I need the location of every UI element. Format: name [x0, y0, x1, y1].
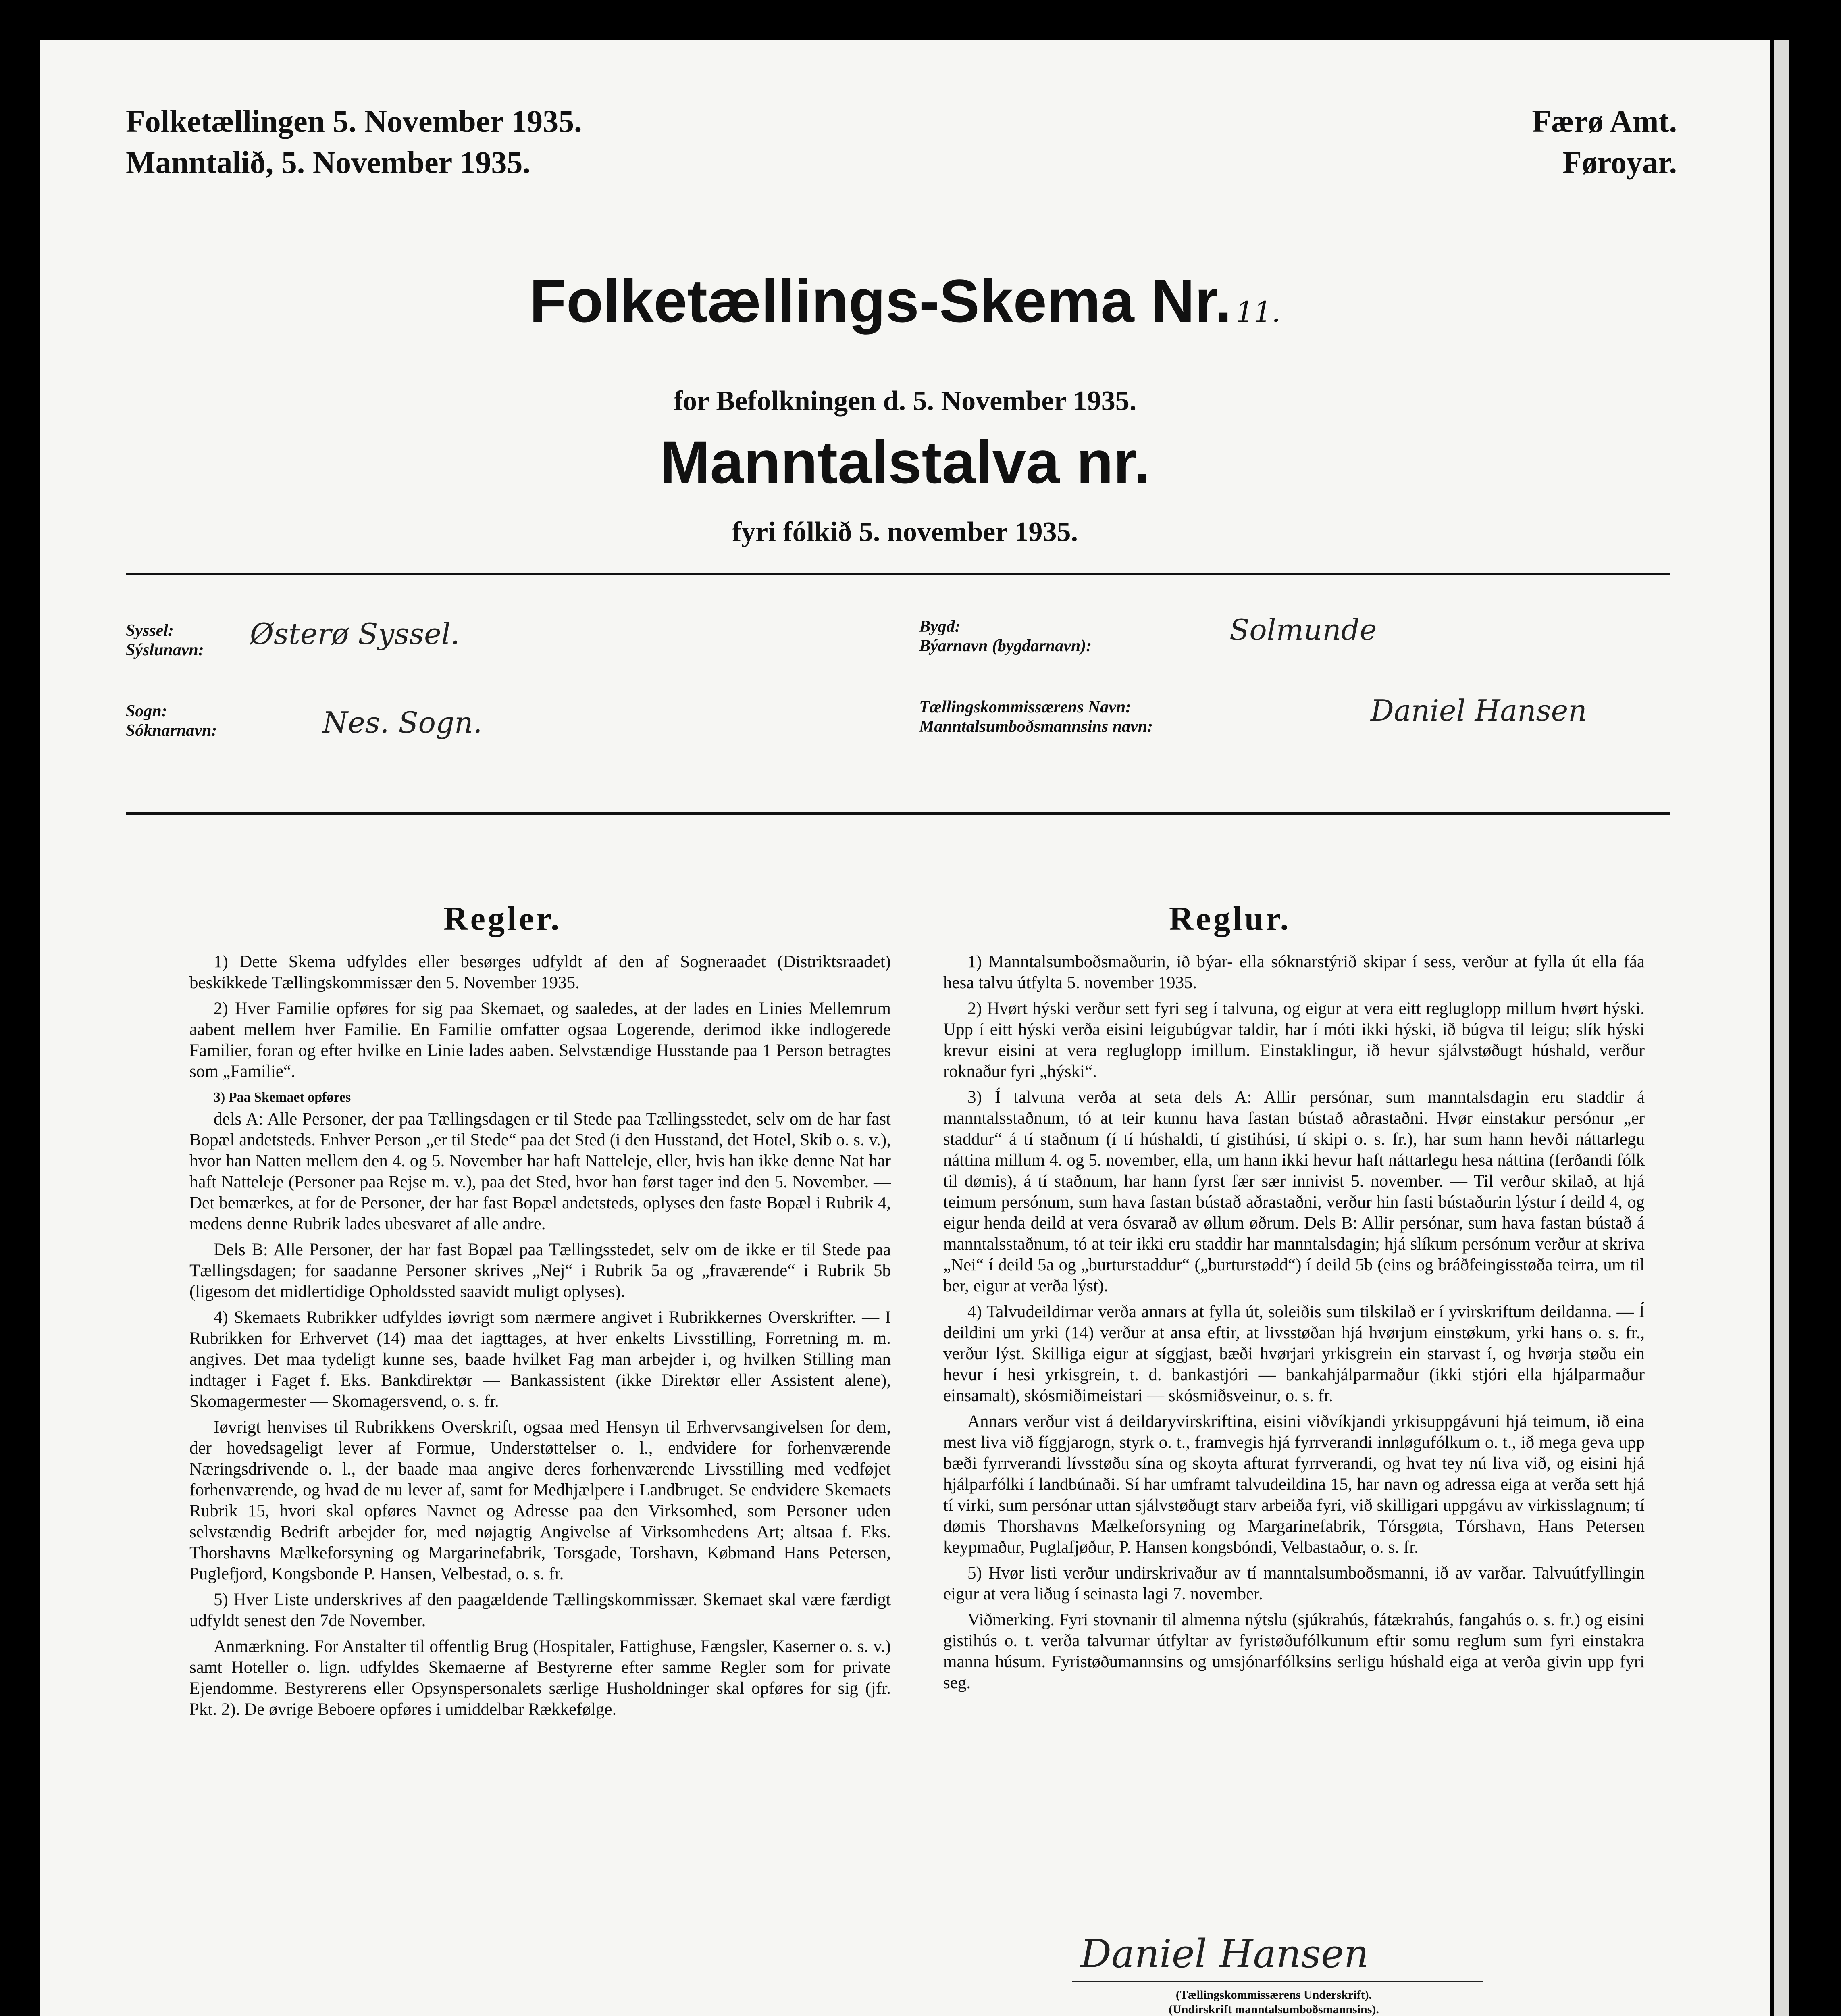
- header-census-date-fo: Manntalið, 5. November 1935.: [126, 145, 530, 180]
- header-county-fo: Føroyar.: [1562, 145, 1677, 180]
- regler-paragraph: 1) Dette Skema udfyldes eller besørges udfyldt af den af Sogneraadet (Distriktsraadet) beskikkede Tællingskommissær den 5. November 1935.: [189, 952, 891, 992]
- regler-paragraph: 4) Skemaets Rubrikker udfyldes iøvrigt som nærmere angivet i Rubrikkernes Overskrifter. — I Rubrikken for Erhvervet (14) maa det iagttages, at hver enkelts Livsstilling, Forretning m. m. angives. Det maa tydeligt kunne ses, baade hvilket Fag man arbejder i, og hvilken Stilling man indtager i Faget f. Eks. Bankdirektør — Bankassistent (ikke Direktør eller Assistent alene), Skomagermester — Skomagersvend, o. s. fr.: [189, 1308, 891, 1411]
- form-subtitle-fo: fyri fólkið 5. november 1935.: [732, 516, 1078, 548]
- regler-heading: Regler.: [443, 900, 562, 937]
- regler-paragraph: dels A: Alle Personer, der paa Tællingsdagen er til Stede paa Tællingsstedet, selv om de har fast Bopæl andetsteds. Enhver Person „er til Stede“ paa det Sted (i den Husstand, det Hotel, Skib o. s. v.), hvor han Natten mellem den 4. og 5. November har haft Natteleje, eller, hvis han ikke denne Nat har haft Natteleje (Personer paa Rejse m. v.), paa det Sted, hvor han først tager ind den 5. November. — Det bemærkes, at for de Personer, der har fast Bopæl andetsteds, oplyses den faste Bopæl i Rubrik 4, medens denne Rubrik lades ubesvaret af alle andre.: [189, 1110, 891, 1233]
- regler-paragraph: Anmærkning. For Anstalter til offentlig Brug (Hospitaler, Fattighuse, Fængsler, Kaserner o. s. v.) samt Hoteller o. lign. udfyldes Skemaerne af Bestyrerne efter samme Regler som for private Ejendomme. Bestyrerens eller Opsynspersonalets særlige Husholdninger skal opføres for sig (jfr. Pkt. 2). De øvrige Beboere opføres i umiddelbar Rækkefølge.: [189, 1637, 891, 1719]
- reglur-paragraph: 2) Hvørt hýski verður sett fyri seg í talvuna, og eigur at vera eitt regluglopp millum hvørt hýski. Upp í eitt hýski verða eisini leigubúgvar taldir, har í móti ikki hýski, ið búgva til leigu; slík hýski krevur eisini at vera regluglopp imillum. Einstaklingur, ið hevur sjálvstøðugt húshald, verður roknaður fyri „hýski“.: [943, 999, 1645, 1081]
- bygd-label: Bygd: Býarnavn (bygdarnavn):: [919, 617, 1092, 655]
- kommissaer-label: Tællingskommissærens Navn: Manntalsumboðsmannsins navn:: [919, 698, 1153, 736]
- reglur-column: [943, 952, 1645, 1698]
- form-subtitle: for Befolkningen d. 5. November 1935.: [673, 385, 1137, 417]
- signature-handwritten: Daniel Hansen: [1080, 1931, 1369, 1976]
- regler-paragraph: 3) Paa Skemaet opføres: [214, 1090, 351, 1105]
- reglur-paragraph: 1) Manntalsumboðsmaðurin, ið býar- ella sóknarstýrið skipar í sess, verður at fylla út ella fáa hesa talvu útfylta 5. november 1935.: [943, 952, 1645, 992]
- divider-bottom: [126, 812, 1670, 815]
- header-right: [1532, 101, 1677, 183]
- signature-caption: (Tællingskommissærens Underskrift). (Undirskrift manntalsumboðsmannsins).: [1169, 1988, 1379, 2016]
- regler-paragraph: 5) Hver Liste underskrives af den paagældende Tællingskommissær. Skemaet skal være færdigt udfyldt senest den 7de November.: [189, 1590, 891, 1630]
- sogn-label: Sogn: Sóknarnavn:: [126, 702, 217, 740]
- bygd-value: Solmunde: [1229, 613, 1377, 647]
- form-title-fo: Manntalstalva nr.: [659, 428, 1150, 496]
- signature-line: [1072, 1981, 1483, 1982]
- kommissaer-value: Daniel Hansen: [1371, 694, 1587, 727]
- regler-paragraph: 2) Hver Familie opføres for sig paa Skemaet, og saaledes, at der lades en Linies Mellemrum aabent mellem hver Familie. En Familie omfatter ogsaa Logerende, derimod ikke indlogerede Familier, foran og efter hvilke en Linie lades aaben. Selvstændige Husstande paa 1 Person betragtes som „Familie“.: [189, 999, 891, 1081]
- reglur-paragraph: 4) Talvudeildirnar verða annars at fylla út, soleiðis sum tilskilað er í yvirskriftum deildanna. — Í deildini um yrki (14) verður at ansa eftir, at livsstøðan hjá hvørjum einstøkum, yrki hans o. s. fr., verður lýst. Skilliga eigur at síggjast, bæði hvørjari yrkisgrein ein starvast í, og hvørja støðu ein hevur í hesi yrkisgrein, t. d. bankastjóri — bankahjálparmaður (ikki stjóri ella hjálparmaður einsamalt), skósmiðimeistari — skósmiðsveinur, o. s. fr.: [943, 1302, 1645, 1405]
- divider-top: [126, 573, 1670, 575]
- header-county-da: Færø Amt.: [1532, 104, 1677, 139]
- syssel-label: Syssel: Sýslunavn:: [126, 621, 204, 659]
- regler-column: [189, 952, 891, 1725]
- form-title-text: Folketællings-Skema Nr.: [529, 267, 1232, 335]
- sogn-value: Nes. Sogn.: [322, 706, 483, 739]
- form-title: [40, 266, 1770, 336]
- header-left: [126, 101, 582, 183]
- reglur-paragraph: 5) Hvør listi verður undirskrivaður av tí manntalsumboðsmanni, ið av varðar. Talvuútfyllingin eigur at vera liðug í seinasta lagi 7. november.: [943, 1564, 1645, 1604]
- scan-edge-strip: [1774, 40, 1789, 2016]
- census-form-sheet: [40, 40, 1770, 2016]
- regler-paragraph: Iøvrigt henvises til Rubrikkens Overskrift, ogsaa med Hensyn til Erhvervsangivelsen for dem, der hovedsageligt lever af Formue, Understøttelser o. l., endvidere for forhenværende Næringsdrivende o. l., der baade maa angive deres forhenværende Livsstilling med vedføjet forhenværende, og hvad de nu lever af, samt for Medhjælpere i Landbruget. Se endvidere Skemaets Rubrik 15, hvori skal opføres Navnet og Adresse paa den Virksomhed, som Personer uden selvstændig Bedrift arbejder for, med nøjagtig Angivelse af Virksomhedens Art; altsaa f. Eks. Thorshavns Mælkeforsyning og Margarinefabrik, Torsgade, Torshavn, Købmand Hans Petersen, Puglefjord, Kongsbonde P. Hansen, Velbestad, o. s. fr.: [189, 1418, 891, 1583]
- reglur-paragraph: Viðmerking. Fyri stovnanir til almenna nýtslu (sjúkrahús, fátækrahús, fangahús o. s. fr.) og eisini gistihús o. t. verða talvurnar útfyltar av fyristøðufólkunum eftir somu reglum sum fyri einstakra manna húsum. Fyristøðumannsins og umsjónarfólksins serligu húshald eiga at verða givin upp fyri seg.: [943, 1610, 1645, 1692]
- syssel-value: Østerø Syssel.: [250, 617, 460, 651]
- reglur-heading: Reglur.: [1169, 900, 1291, 937]
- form-number-handwritten: 11.: [1236, 296, 1281, 329]
- reglur-paragraph: 3) Í talvuna verða at seta dels A: Allir persónar, sum manntalsdagin eru staddir á manntalsstaðnum, tó at teir kunnu hava fastan bústað aðrastaðni. Hvør einstakur persónur „er staddur“ á tí staðnum (í tí húshaldi, tí gistihúsi, tí skipi o. s. fr.), har sum hann hevði náttarlegu náttina millum 4. og 5. november, ella, um hann ikki hevur haft náttarlegu hesa náttina (ferðandi fólk til dømis), á tí staðnum, har hann fyrst fær sær innivist 5. november. — Til verður skilað, at hjá teimum persónum, sum hava fastan bústað aðrastaðni, verður hin fasti bústaðurin lýstur í deild 4, og eigur henda deild at vera ósvarað av øllum øðrum. Dels B: Allir persónar, sum hava fastan bústað á manntalsstaðnum, tó at teir ikki eru staddir har manntalsdagin; hjá slíkum persónum verður at skriva „Nei“ í deild 5a og „burturstaddur“ („burturstødd“) í deild 5b (eins og bráðfeingisstøða teirra, um til ber, eigur at verða lýst).: [943, 1088, 1645, 1295]
- reglur-paragraph: Annars verður vist á deildaryvirskriftina, eisini viðvíkjandi yrkisuppgávuni hjá teimum, ið eina mest liva við fíggjarogn, styrk o. t., framvegis hjá fyrrverandi innløgufólkum o. t., ið mega geva upp bæði fyrrverandi lívsstøðu sína og skoyta afturat fyrrverandi, og hvat tey nú liva við, og eisini hjá hjálparfólki í landbúnaði. Sí har umframt talvudeildina 15, har navn og adressa eiga at verða sett hjá tí virki, sum persónar uttan sjálvstøðugt starv arbeiða fyri, við skilligari uppgávu av virkisslagnum; tí dømis Thorshavns Mælkeforsyning og Margarinefabrik, Tórsgøta, Tórshavn, Hans Petersen keypmaður, Puglafjøður, P. Hansen kongsbóndi, Velbastaður, o. s. fr.: [943, 1412, 1645, 1557]
- regler-paragraph: Dels B: Alle Personer, der har fast Bopæl paa Tællingsstedet, selv om de ikke er til Stede paa Tællingsdagen; for saadanne Personer skrives „Nej“ i Rubrik 5a og „fraværende“ i Rubrik 5b (ligesom det midlertidige Opholdssted saavidt muligt oplyses).: [189, 1240, 891, 1301]
- header-census-date-da: Folketællingen 5. November 1935.: [126, 104, 582, 139]
